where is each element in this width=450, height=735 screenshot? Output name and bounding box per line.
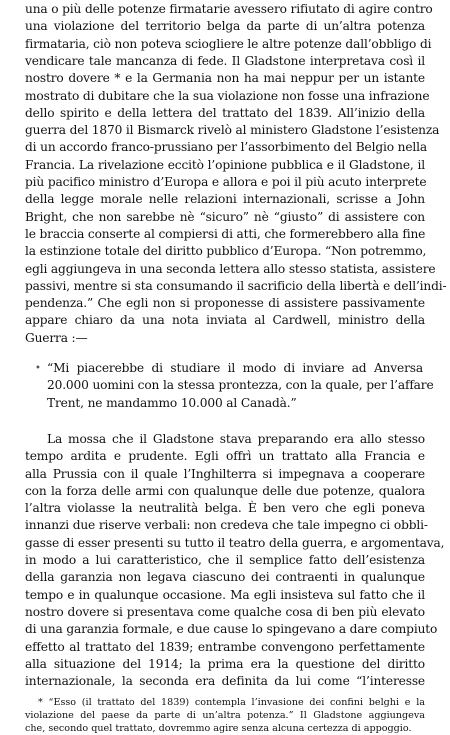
text-line: di un accordo franco-prussiano per l’assorbimento del Belgio nella xyxy=(25,140,428,155)
quote-line: Trent, ne mandammo 10.000 al Canadà.” xyxy=(47,395,297,410)
text-line: una o più delle potenze firmatarie avessero rifiutato di agire contro xyxy=(25,2,433,16)
text-line: La mossa che il Gladstone stava preparando era allo stesso xyxy=(47,431,425,446)
footnote-line: che, secondo quel trattato, dovremmo agire senza alcuna certezza di appoggio. xyxy=(25,723,412,735)
text-line: di una garanzia formale, e due cause lo spingevano a dare compiuto xyxy=(25,622,438,637)
text-line: vendicare tale mancanza di fede. Il Gladstone interpretava così il xyxy=(25,53,425,68)
text-line: l’altra violasse la neutralità belga. È ben vero che egli poneva xyxy=(25,501,425,516)
text-line: passivi, mentre si sta consumando il sacrificio della libertà e dell’indi- xyxy=(25,278,447,293)
text-line: egli aggiungeva in una seconda lettera allo stesso statista, assistere xyxy=(25,261,436,276)
text-line: firmataria, ciò non poteva sciogliere le altre potenze dall’obbligo di xyxy=(25,36,432,51)
text-line: guerra del 1870 il Bismarck rivelò al ministero Gladstone l’esistenza xyxy=(25,123,440,138)
quote-line: 20.000 uomini con la stessa prontezza, con la quale, per l’affare xyxy=(47,378,434,393)
text-line: con la forza delle armi con qualunque delle due potenze, qualora xyxy=(25,483,425,498)
text-line: Guerra :— xyxy=(25,330,88,345)
text-line: le braccia conserte al compiersi di atti, che formerebbero alla fine xyxy=(25,226,426,241)
text-line: Bright, che non sarebbe nè “sicuro” nè “giusto” di assistere con xyxy=(25,209,425,224)
text-line: nostro dovere si presentava come qualche cosa di ben più elevato xyxy=(25,604,425,619)
text-line: tempo e in qualunque occasione. Ma egli insisteva sul fatto che il xyxy=(25,587,425,602)
footnote-line: * “Esso (il trattato del 1839) contempla l’invasione dei confini belghi e la xyxy=(38,697,425,709)
footnote-line: violazione del paese da parte di un’altra potenza.” Il Gladstone aggiungeva xyxy=(25,710,425,722)
text-line: in modo a lui caratteristico, che il semplice fatto dell’esistenza xyxy=(25,553,425,567)
text-line: alla Prussia con il quale l’Inghilterra si impegnava a cooperare xyxy=(25,466,425,481)
text-line: della legge morale nelle relazioni internazionali, scrisse a John xyxy=(25,192,425,207)
text-line: alla situazione del 1914; la prima era la questione del diritto xyxy=(25,656,425,671)
text-line: Francia. La rivelazione eccitò l’opinione pubblica e il Gladstone, il xyxy=(25,157,425,172)
text-line: più pacifico ministro d’Europa e allora e poi il più acuto interprete xyxy=(25,175,427,189)
bullet-dot-icon: • xyxy=(35,363,41,374)
text-line: mostrato di dubitare che la sua violazione non fosse una infrazione xyxy=(25,88,430,103)
text-line: effetto al trattato del 1839; entrambe convengono perfettamente xyxy=(25,639,425,654)
text-line: la estinzione totale del diritto pubblico d’Europa. “Non potremmo, xyxy=(25,244,427,259)
quote-line: “Mi piacerebbe di studiare il modo di inviare ad Anversa xyxy=(47,361,423,375)
text-line: appare chiaro da una nota inviata al Cardwell, ministro della xyxy=(25,313,425,328)
text-line: gasse di esser presenti su tutto il teatro della guerra, e argomentava, xyxy=(25,535,445,550)
text-line: internazionale, la seconda era definita da lui come “l’interesse xyxy=(25,674,425,689)
text-line: nostro dovere * e la Germania non ha mai neppur per un istante xyxy=(25,71,425,86)
text-line: dello spirito e della lettera del trattato del 1839. All’inizio della xyxy=(25,105,425,120)
text-line: una violazione del territorio belga da parte di un’altra potenza xyxy=(25,19,425,34)
text-line: innanzi due riserve verbali: non credeva che tale impegno ci obbli- xyxy=(25,518,428,533)
text-line: pendenza.” Che egli non si proponesse di assistere passivamente xyxy=(25,296,425,311)
text-line: tempo ardita e prudente. Egli offrì un trattato alla Francia e xyxy=(25,449,425,464)
text-line: della garanzia non legava ciascuno dei contraenti in qualunque xyxy=(25,570,425,585)
